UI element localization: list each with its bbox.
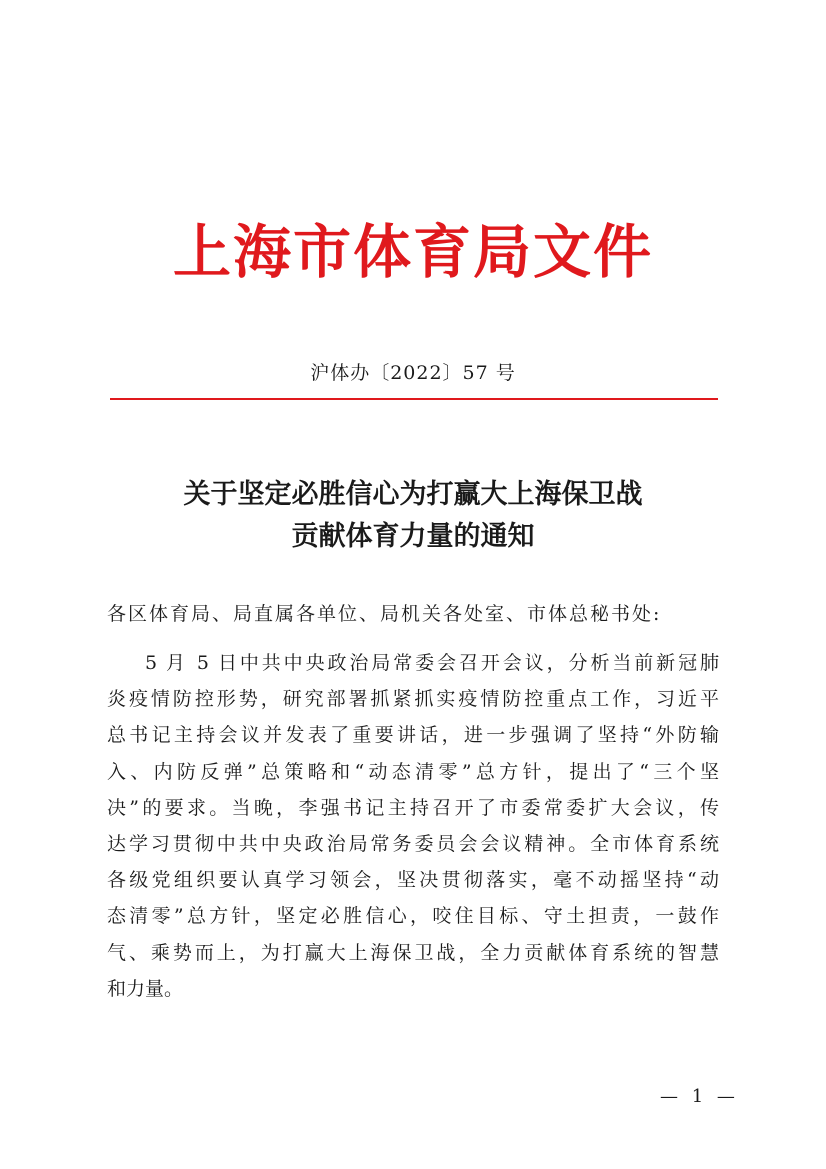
body-line: 5 月 5 日中共中央政治局常委会召开会议，分析当前新冠肺 — [145, 652, 719, 674]
body-line: 和力量。 — [107, 977, 184, 1000]
body-line: 态清零”总方针，坚定必胜信心，咬住目标、守土担责，一鼓作 — [107, 905, 719, 928]
body-line: 决”的要求。当晚，李强书记主持召开了市委常委扩大会议，传 — [107, 796, 719, 819]
body-line: 达学习贯彻中共中央政治局常务委员会会议精神。全市体育系统 — [107, 833, 719, 856]
body-line: 入、内防反弹”总策略和“动态清零”总方针，提出了“三个坚 — [107, 760, 719, 783]
body-line: 总书记主持会议并发表了重要讲话，进一步强调了坚持“外防输 — [107, 724, 719, 747]
document-title — [0, 474, 826, 558]
body-paragraph — [107, 645, 719, 1007]
issuing-authority-header: 上海市体育局文件 — [172, 218, 653, 286]
document-title-line-2: 贡献体育力量的通知 — [291, 521, 535, 552]
body-line: 各级党组织要认真学习领会，坚决贯彻落实，毫不动摇坚持“动 — [107, 869, 719, 892]
body-line: 气、乘势而上，为打赢大上海保卫战，全力贡献体育系统的智慧 — [107, 941, 719, 964]
document-title-line-1: 关于坚定必胜信心为打赢大上海保卫战 — [183, 479, 643, 510]
salutation: 各区体育局、局直属各单位、局机关各处室、市体总秘书处: — [107, 603, 662, 625]
document-number: 沪体办〔2022〕57 号 — [310, 362, 516, 384]
body-line: 炎疫情防控形势，研究部署抓紧抓实疫情防控重点工作，习近平 — [107, 688, 719, 711]
red-separator-line — [110, 398, 718, 400]
page-number: — 1 — — [660, 1086, 739, 1107]
